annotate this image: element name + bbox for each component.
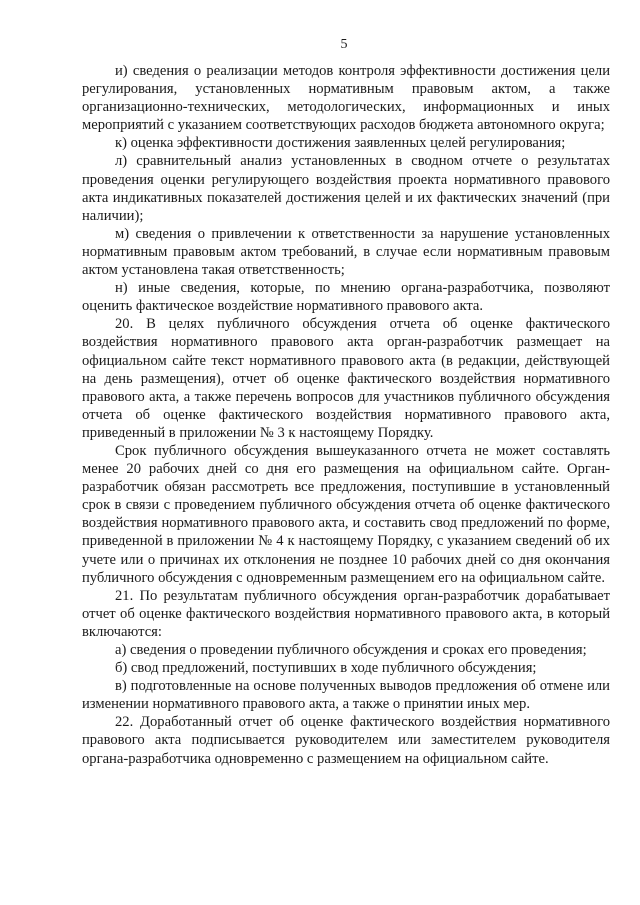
paragraph-clause-21: 21. По результатам публичного обсуждения орган-разработчик дорабатывает отчет об оценке фактического воздействия нормативного правового акта, в который включаются: — [82, 587, 610, 640]
paragraph-item-n: н) иные сведения, которые, по мнению органа-разработчика, позволяют оценить фактическое воздействие нормативного правового акта. — [82, 280, 610, 315]
document-body — [82, 62, 610, 768]
paragraph-clause-20: 20. В целях публичного обсуждения отчета об оценке фактического воздействия нормативного правового акта орган-разработчик размещает на официальном сайте текст нормативного правового акта (в редакции, действующей на день размещения), отчет об оценке фактического воздействия нормативного правового акта, а также перечень вопросов для участников публичного обсуждения отчета об оценке фактического воздействия нормативного правового акта, приведенный в приложении № 3 к настоящему Порядку. — [82, 316, 610, 441]
paragraph-item-k: к) оценка эффективности достижения заявленных целей регулирования; — [115, 135, 566, 152]
paragraph-item-i: и) сведения о реализации методов контроля эффективности достижения цели регулирования, установленных нормативным правовым актом, а также организационно-технических, методологических, информационных и иных мероприятий с указанием соответствующих расходов бюджета автономного округа; — [82, 63, 610, 134]
paragraph-discussion-period: Срок публичного обсуждения вышеуказанного отчета не может составлять менее 20 рабочих дней со дня его размещения на официальном сайте. Орган-разработчик обязан рассмотреть все предложения, поступившие в установленный срок в связи с проведением публичного обсуждения отчета об оценке фактического воздействия нормативного правового акта, и составить свод предложений по форме, приведенной в приложении № 4 к настоящему Порядку, с указанием сведений об их учете или о причинах их отклонения не позднее 10 рабочих дней со дня окончания публичного обсуждения с одновременным размещением его на официальном сайте. — [82, 442, 610, 586]
page-number: 5 — [340, 37, 348, 52]
paragraph-item-m: м) сведения о привлечении к ответственности за нарушение установленных нормативным правовым актом требований, в случае если нормативным правовым актом установлена такая ответственность; — [82, 225, 610, 279]
paragraph-item-v: в) подготовленные на основе полученных выводов предложения об отмене или изменении нормативного правового акта, а также о принятии иных мер. — [82, 678, 610, 713]
paragraph-item-a: а) сведения о проведении публичного обсуждения и сроках его проведения; — [115, 642, 587, 658]
paragraph-item-l: л) сравнительный анализ установленных в сводном отчете о результатах проведения оценки регулирующего воздействия проекта нормативного правового акта индикативных показателей достижения целей и их фактических значений (при наличии); — [82, 153, 610, 224]
paragraph-clause-22: 22. Доработанный отчет об оценке фактического воздействия нормативного правового акта подписывается руководителем или заместителем руководителя органа-разработчика одновременно с размещением на официальном сайте. — [82, 714, 610, 767]
paragraph-item-b: б) свод предложений, поступивших в ходе публичного обсуждения; — [115, 660, 537, 677]
